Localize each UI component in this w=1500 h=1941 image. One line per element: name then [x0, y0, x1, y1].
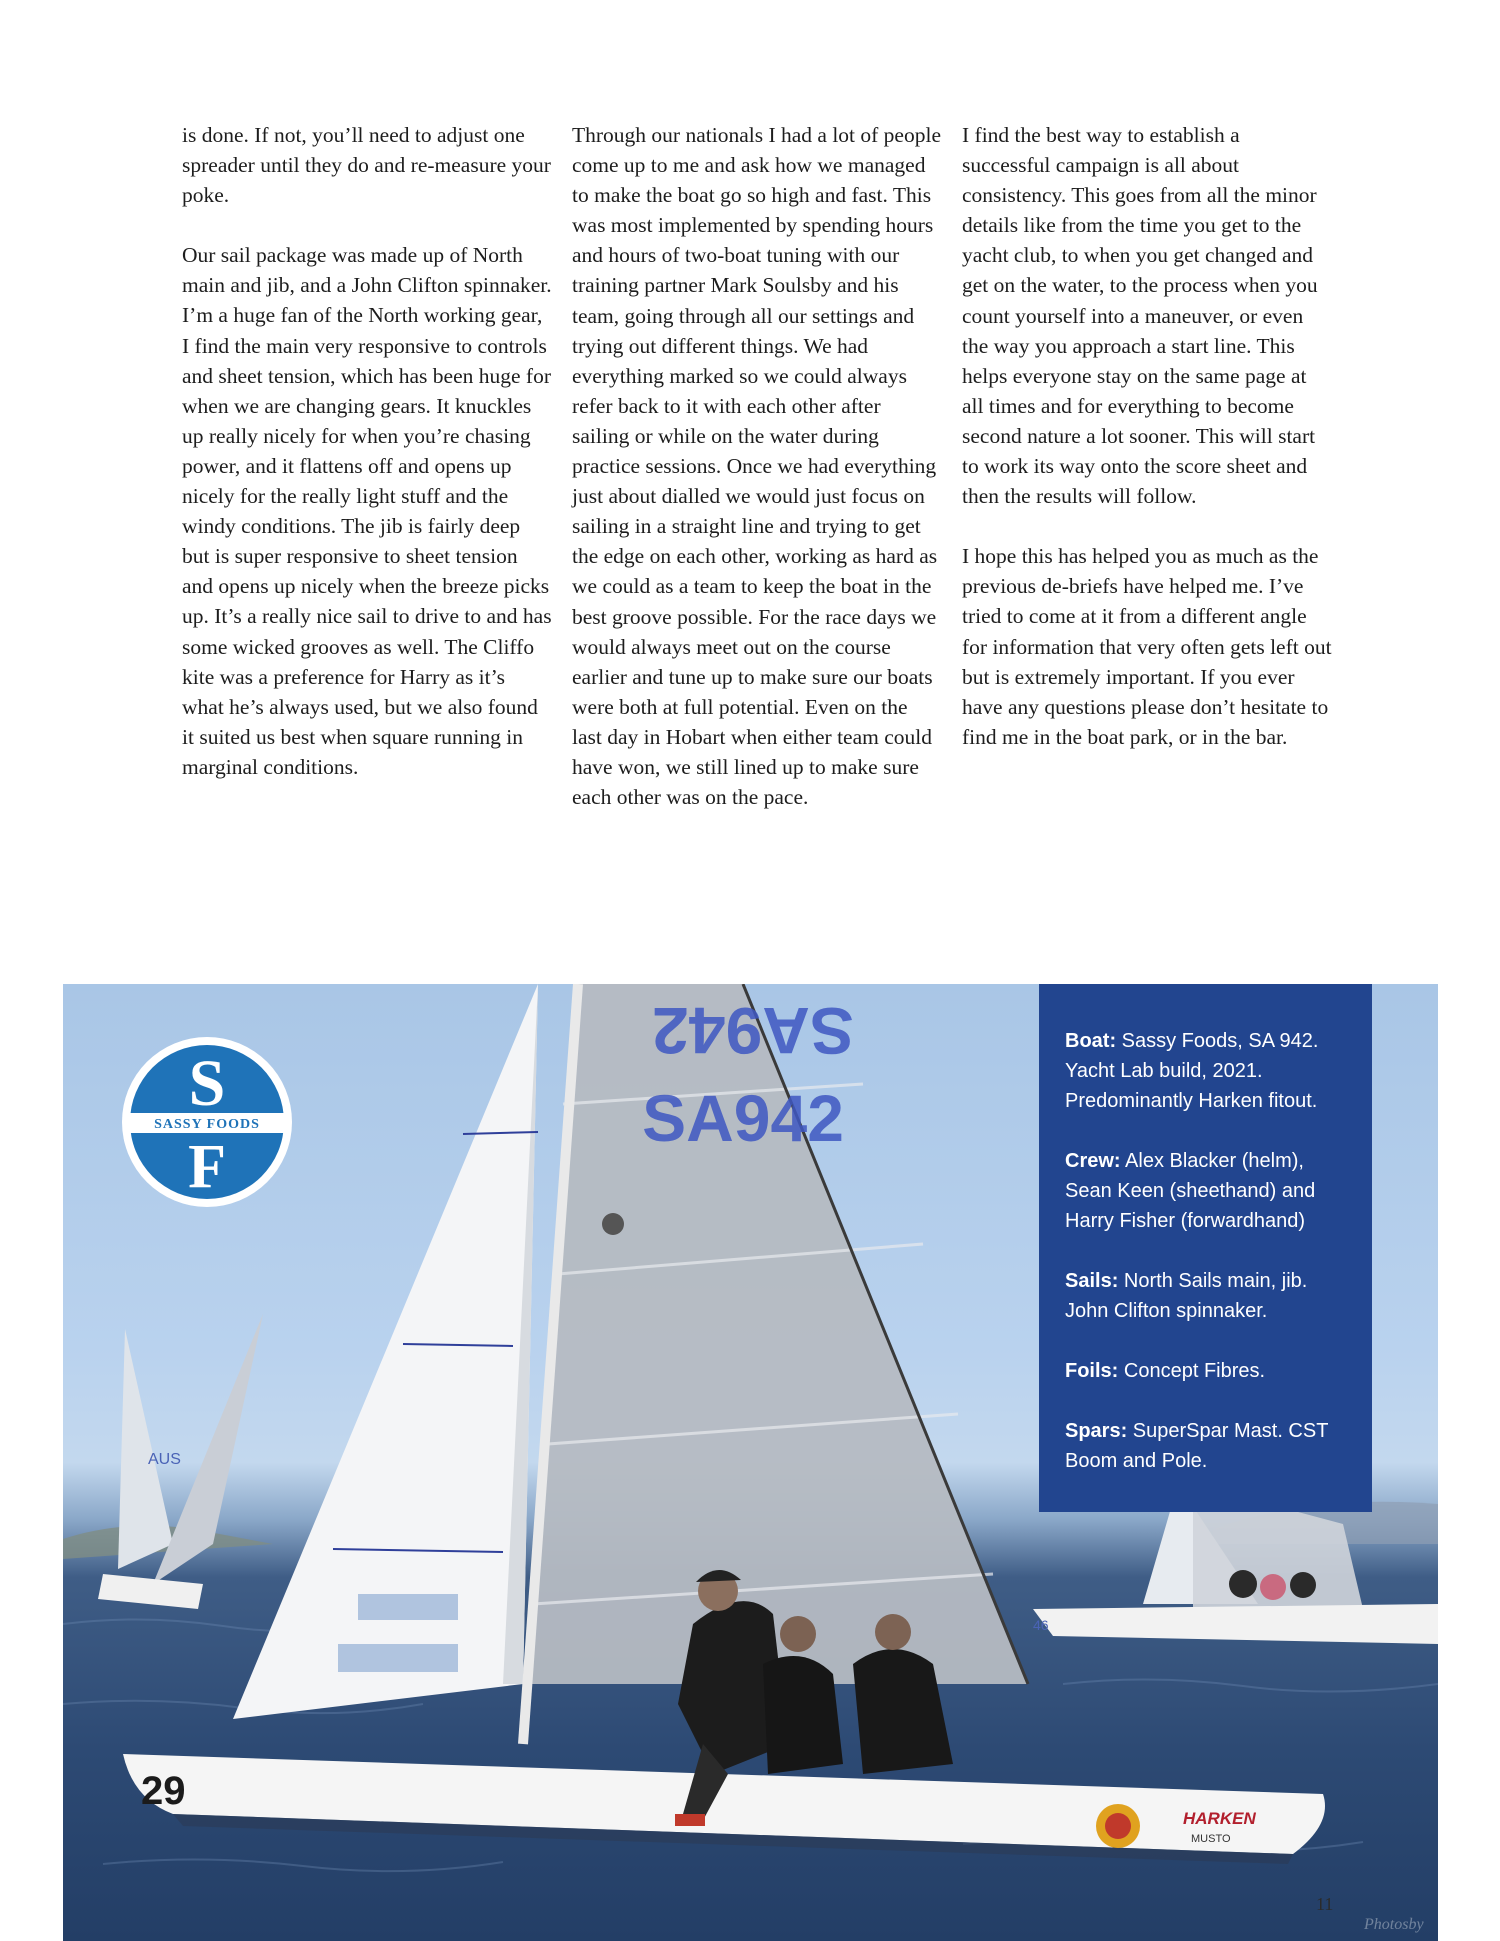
sassy-foods-logo [120, 1035, 294, 1209]
logo-band-text: SASSY FOODS [154, 1117, 260, 1132]
sail-number: SA942 [642, 1081, 844, 1155]
column-3-paragraph-2: I hope this has helped you as much as the previous de-briefs have helped me. I’ve tried to come at it from a different angle for information that very often gets left out but is extremely important. If you ever have any questions please don’t hesitate to find me in the boat park, or in the bar. [962, 544, 1332, 749]
spec-foils [1065, 1356, 1352, 1386]
spec-crew-value: Alex Blacker (helm), Sean Keen (sheethand) and Harry Fisher (forwardhand) [1065, 1150, 1316, 1232]
spec-sails [1065, 1266, 1352, 1326]
page-number: 11 [1316, 1894, 1334, 1914]
column-1-paragraph-1: is done. If not, you’ll need to adjust one spreader until they do and re-measure your poke. [182, 123, 551, 208]
article-column-3 [962, 120, 1332, 782]
sail-number-mirrored: SA942 [652, 994, 854, 1068]
spec-spars-label: Spars: [1065, 1420, 1128, 1442]
harken-decal: HARKEN [1183, 1809, 1256, 1828]
column-2-paragraph-1: Through our nationals I had a lot of people come up to me and ask how we managed to make the boat go so high and fast. This was most implemented by spending hours and hours of two-boat tuning with our training partner Mark Soulsby and his team, going through all our settings and trying out different things. We had everything marked so we could always refer back to it with each other after sailing or while on the water during practice sessions. Once we had everything just about dialled we would just focus on sailing in a straight line and trying to get the edge on each other, working as hard as we could as a team to keep the boat in the best groove possible. For the race days we would always meet out on the course earlier and tune up to make sure our boats were both at full potential. Even on the last day in Hobart when either team could have won, we still lined up to make sure each other was on the pace. [572, 123, 941, 810]
spec-crew [1065, 1146, 1352, 1236]
spec-boat-label: Boat: [1065, 1030, 1117, 1052]
logo-letter-s: S [188, 1047, 226, 1120]
spec-sails-value: North Sails main, jib. John Clifton spinnaker. [1065, 1270, 1308, 1322]
photo-watermark: Photosby [1364, 1916, 1424, 1933]
article-column-2 [572, 120, 942, 842]
spec-boat [1065, 1026, 1352, 1116]
hull-number: 29 [141, 1769, 186, 1813]
spec-spars-value: SuperSpar Mast. CST Boom and Pole. [1065, 1420, 1329, 1472]
column-1-paragraph-2: Our sail package was made up of North main and jib, and a John Clifton spinnaker. I’m a huge fan of the North working gear, I find the main very responsive to controls and sheet tension, which has been huge for when we are changing gears. It knuckles up really nicely for when you’re chasing power, and it flattens off and opens up nicely for the really light stuff and the windy conditions. The jib is fairly deep but is super responsive to sheet tension and opens up nicely when the breeze picks up. It’s a really nice sail to drive to and has some wicked grooves as well. The Cliffo kite was a preference for Harry as it’s what he’s always used, but we also found it suited us best when square running in marginal conditions. [182, 243, 552, 779]
column-3-paragraph-1: I find the best way to establish a successful campaign is all about consistency. This goes from all the minor details like from the time you get to the yacht club, to when you get changed and get on the water, to the process when you count yourself into a maneuver, or even the way you approach a start line. This helps everyone stay on the same page at all times and for everything to become second nature a lot sooner. This will start to work its way onto the score sheet and then the results will follow. [962, 123, 1318, 509]
logo-letter-f: F [188, 1133, 226, 1201]
article-column-1 [182, 120, 552, 812]
spec-spars [1065, 1416, 1352, 1476]
boat-specs-box [1039, 984, 1372, 1512]
background-sail-number-right: 46 [1033, 1617, 1049, 1633]
musto-decal: MUSTO [1191, 1833, 1231, 1845]
spec-foils-value: Concept Fibres. [1118, 1360, 1266, 1382]
spec-boat-value: Sassy Foods, SA 942. Yacht Lab build, 2021. Predominantly Harken fitout. [1065, 1030, 1319, 1112]
spec-crew-label: Crew: [1065, 1150, 1121, 1172]
background-sail-number-left: AUS [148, 1451, 181, 1468]
spec-sails-label: Sails: [1065, 1270, 1119, 1292]
spec-foils-label: Foils: [1065, 1360, 1119, 1382]
